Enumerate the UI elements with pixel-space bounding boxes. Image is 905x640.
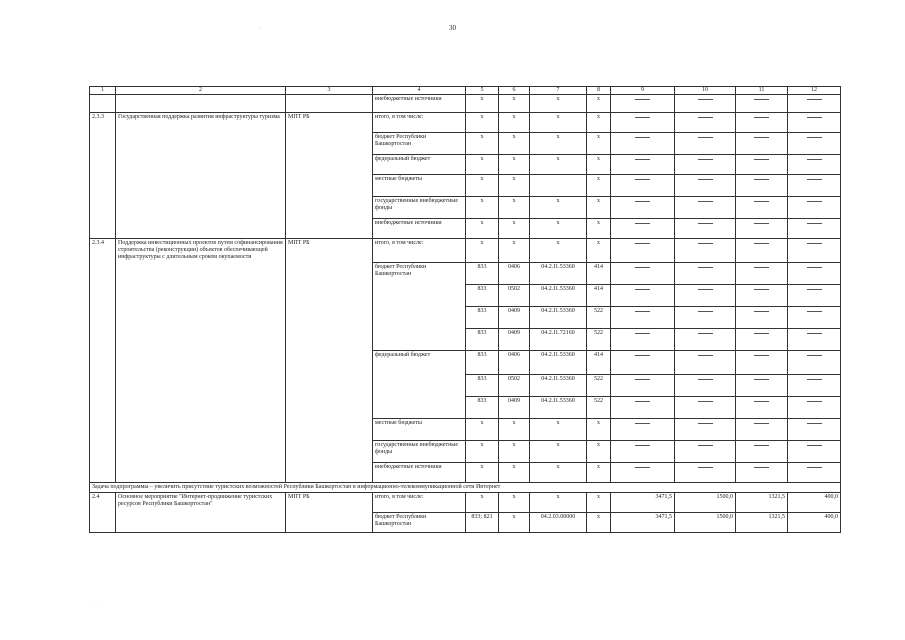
code-target: 04.2.I1.72160 — [530, 329, 587, 351]
code-section: x — [499, 133, 530, 155]
dash-mark — [698, 355, 713, 356]
dash-mark — [754, 355, 769, 356]
dash-mark — [754, 99, 769, 100]
dash-mark — [698, 423, 713, 424]
code-target: 04.2.03.00000 — [530, 513, 587, 533]
dash-mark — [807, 379, 822, 380]
empty-value-dash — [736, 113, 788, 133]
funding-source: государственные внебюджетные фонды — [373, 441, 466, 463]
code-expense-type: 522 — [587, 329, 611, 351]
empty-value-dash — [736, 329, 788, 351]
code-grbs: x — [466, 155, 499, 175]
empty-value-dash — [736, 95, 788, 113]
empty-value-dash — [736, 263, 788, 285]
code-expense-type: 414 — [587, 351, 611, 375]
dash-mark — [807, 137, 822, 138]
dash-mark — [754, 223, 769, 224]
funding-source: внебюджетные источники — [373, 219, 466, 239]
dash-mark — [698, 223, 713, 224]
code-expense-type: x — [587, 113, 611, 133]
funding-source: федеральный бюджет — [373, 155, 466, 175]
empty-value-dash — [675, 263, 736, 285]
column-number: 1 — [90, 87, 116, 95]
budget-table-sheet — [89, 86, 840, 573]
funding-source: внебюджетные источники — [373, 95, 466, 113]
amount-year-3: 400,0 — [788, 513, 841, 533]
item-name — [116, 95, 286, 113]
empty-value-dash — [611, 397, 675, 419]
code-grbs: 833 — [466, 263, 499, 285]
dash-mark — [698, 117, 713, 118]
empty-value-dash — [675, 375, 736, 397]
item-number — [90, 95, 116, 113]
dash-mark — [807, 201, 822, 202]
code-target: 04.2.I1.53360 — [530, 263, 587, 285]
code-target: x — [530, 441, 587, 463]
code-target: 04.2.I1.53360 — [530, 375, 587, 397]
code-section: x — [499, 197, 530, 219]
dash-mark — [635, 401, 650, 402]
code-grbs: x — [466, 239, 499, 263]
empty-value-dash — [788, 133, 841, 155]
empty-value-dash — [611, 463, 675, 483]
item-number: 2.3.3 — [90, 113, 116, 239]
code-grbs: 833 — [466, 375, 499, 397]
empty-value-dash — [611, 419, 675, 441]
code-target — [530, 175, 587, 197]
dash-mark — [698, 99, 713, 100]
empty-value-dash — [675, 463, 736, 483]
page-number: 30 — [449, 24, 456, 32]
code-grbs: x — [466, 219, 499, 239]
column-number: 6 — [499, 87, 530, 95]
empty-value-dash — [675, 197, 736, 219]
code-grbs: 833 — [466, 397, 499, 419]
dash-mark — [754, 137, 769, 138]
empty-value-dash — [675, 285, 736, 307]
empty-value-dash — [736, 351, 788, 375]
dash-mark — [635, 311, 650, 312]
code-section: 0409 — [499, 397, 530, 419]
empty-value-dash — [675, 113, 736, 133]
column-number: 2 — [116, 87, 286, 95]
code-expense-type: x — [587, 463, 611, 483]
code-section: 0406 — [499, 263, 530, 285]
dash-mark — [807, 467, 822, 468]
code-target: x — [530, 493, 587, 513]
dash-mark — [635, 99, 650, 100]
amount-total: 3471,5 — [611, 493, 675, 513]
column-number: 7 — [530, 87, 587, 95]
funding-source: местные бюджеты — [373, 419, 466, 441]
dash-mark — [807, 267, 822, 268]
empty-value-dash — [736, 307, 788, 329]
code-expense-type: x — [587, 493, 611, 513]
empty-value-dash — [611, 263, 675, 285]
dash-mark — [754, 159, 769, 160]
dash-mark — [635, 159, 650, 160]
table-row — [90, 239, 841, 263]
item-number: 2.4 — [90, 493, 116, 533]
code-expense-type: x — [587, 441, 611, 463]
dash-mark — [698, 401, 713, 402]
code-grbs: x — [466, 175, 499, 197]
amount-year-1: 1500,0 — [675, 493, 736, 513]
empty-value-dash — [611, 113, 675, 133]
empty-value-dash — [611, 375, 675, 397]
dash-mark — [754, 289, 769, 290]
table-row — [90, 95, 841, 113]
empty-value-dash — [736, 239, 788, 263]
code-expense-type: x — [587, 175, 611, 197]
empty-value-dash — [611, 307, 675, 329]
code-expense-type: x — [587, 219, 611, 239]
empty-value-dash — [611, 175, 675, 197]
empty-value-dash — [611, 219, 675, 239]
code-grbs: 833; 821 — [466, 513, 499, 533]
code-section: x — [499, 95, 530, 113]
dash-mark — [635, 137, 650, 138]
empty-value-dash — [788, 263, 841, 285]
dash-mark — [635, 333, 650, 334]
code-expense-type: x — [587, 419, 611, 441]
empty-value-dash — [675, 155, 736, 175]
code-target: x — [530, 219, 587, 239]
code-target: x — [530, 239, 587, 263]
code-section: x — [499, 239, 530, 263]
code-section: x — [499, 113, 530, 133]
amount-total: 3471,5 — [611, 513, 675, 533]
code-target: x — [530, 197, 587, 219]
empty-value-dash — [788, 463, 841, 483]
empty-value-dash — [788, 239, 841, 263]
code-grbs: x — [466, 463, 499, 483]
dash-mark — [807, 99, 822, 100]
dash-mark — [754, 179, 769, 180]
empty-value-dash — [788, 197, 841, 219]
subprogram-task: Задача подпрограммы – увеличить присутствие туристских возможностей Республики Башкортостан в информационно-телекоммуникационной сети Интернет — [90, 483, 841, 493]
amount-year-2: 1321,5 — [736, 493, 788, 513]
table-row — [90, 113, 841, 133]
code-section: x — [499, 441, 530, 463]
empty-value-dash — [675, 239, 736, 263]
dash-mark — [698, 379, 713, 380]
empty-value-dash — [788, 351, 841, 375]
column-number: 3 — [286, 87, 373, 95]
empty-value-dash — [788, 219, 841, 239]
amount-year-2: 1321,5 — [736, 513, 788, 533]
code-expense-type: x — [587, 133, 611, 155]
empty-value-dash — [611, 197, 675, 219]
dash-mark — [635, 201, 650, 202]
dash-mark — [807, 445, 822, 446]
funding-source: итого, в том числе: — [373, 493, 466, 513]
dash-mark — [807, 401, 822, 402]
code-target: x — [530, 463, 587, 483]
empty-value-dash — [736, 463, 788, 483]
code-expense-type: 522 — [587, 307, 611, 329]
empty-value-dash — [736, 155, 788, 175]
item-name: Основное мероприятие "Интернет-продвижение туристских ресурсов Республики Башкортостан" — [116, 493, 286, 533]
empty-value-dash — [611, 441, 675, 463]
code-grbs: x — [466, 493, 499, 513]
empty-value-dash — [788, 375, 841, 397]
empty-value-dash — [736, 441, 788, 463]
empty-value-dash — [611, 155, 675, 175]
dash-mark — [635, 467, 650, 468]
code-section: x — [499, 493, 530, 513]
dash-mark — [698, 267, 713, 268]
funding-source: местные бюджеты — [373, 175, 466, 197]
empty-value-dash — [788, 175, 841, 197]
column-number: 8 — [587, 87, 611, 95]
code-target: x — [530, 95, 587, 113]
dash-mark — [635, 179, 650, 180]
code-section: x — [499, 419, 530, 441]
empty-value-dash — [736, 375, 788, 397]
dash-mark — [754, 333, 769, 334]
code-grbs: x — [466, 419, 499, 441]
item-number: 2.3.4 — [90, 239, 116, 483]
dash-mark — [807, 333, 822, 334]
empty-value-dash — [788, 397, 841, 419]
dash-mark — [635, 379, 650, 380]
budget-table — [89, 86, 841, 533]
empty-value-dash — [675, 219, 736, 239]
dash-mark — [635, 267, 650, 268]
dash-mark — [807, 355, 822, 356]
dash-mark — [754, 311, 769, 312]
empty-value-dash — [788, 307, 841, 329]
dash-mark — [807, 311, 822, 312]
funding-source: итого, в том числе: — [373, 113, 466, 133]
code-grbs: 833 — [466, 307, 499, 329]
dash-mark — [698, 137, 713, 138]
dash-mark — [698, 333, 713, 334]
funding-source: итого, в том числе: — [373, 239, 466, 263]
dash-mark — [698, 311, 713, 312]
code-section: x — [499, 155, 530, 175]
code-grbs: x — [466, 197, 499, 219]
empty-value-dash — [788, 285, 841, 307]
funding-source: внебюджетные источники — [373, 463, 466, 483]
code-section: 0502 — [499, 285, 530, 307]
code-section: 0406 — [499, 351, 530, 375]
scan-speck: · — [258, 26, 260, 32]
dash-mark — [807, 289, 822, 290]
code-grbs: 833 — [466, 351, 499, 375]
dash-mark — [698, 243, 713, 244]
empty-value-dash — [736, 397, 788, 419]
dash-mark — [754, 423, 769, 424]
code-expense-type: 414 — [587, 263, 611, 285]
column-number: 9 — [611, 87, 675, 95]
empty-value-dash — [736, 219, 788, 239]
dash-mark — [754, 467, 769, 468]
empty-value-dash — [675, 95, 736, 113]
empty-value-dash — [788, 155, 841, 175]
empty-value-dash — [611, 239, 675, 263]
empty-value-dash — [675, 419, 736, 441]
dash-mark — [635, 355, 650, 356]
table-body — [90, 87, 841, 533]
empty-value-dash — [736, 419, 788, 441]
empty-value-dash — [788, 113, 841, 133]
dash-mark — [754, 379, 769, 380]
empty-value-dash — [675, 133, 736, 155]
empty-value-dash — [675, 441, 736, 463]
dash-mark — [635, 243, 650, 244]
empty-value-dash — [675, 329, 736, 351]
code-section: x — [499, 175, 530, 197]
responsible: МПТ РБ — [286, 493, 373, 533]
code-grbs: 833 — [466, 329, 499, 351]
dash-mark — [754, 401, 769, 402]
code-target: 04.2.I1.53360 — [530, 307, 587, 329]
code-target: x — [530, 133, 587, 155]
empty-value-dash — [675, 351, 736, 375]
code-section: x — [499, 219, 530, 239]
dash-mark — [635, 223, 650, 224]
scan-speck: · — [95, 600, 97, 606]
code-target: 04.2.I1.53360 — [530, 397, 587, 419]
empty-value-dash — [788, 419, 841, 441]
dash-mark — [807, 423, 822, 424]
dash-mark — [807, 179, 822, 180]
amount-year-3: 400,0 — [788, 493, 841, 513]
funding-source: бюджет Республики Башкортостан — [373, 513, 466, 533]
dash-mark — [635, 289, 650, 290]
code-expense-type: x — [587, 239, 611, 263]
column-number: 10 — [675, 87, 736, 95]
empty-value-dash — [736, 175, 788, 197]
code-expense-type: 522 — [587, 375, 611, 397]
column-number: 11 — [736, 87, 788, 95]
code-expense-type: x — [587, 95, 611, 113]
code-section: 0409 — [499, 307, 530, 329]
dash-mark — [807, 159, 822, 160]
empty-value-dash — [675, 175, 736, 197]
empty-value-dash — [611, 351, 675, 375]
code-grbs: x — [466, 441, 499, 463]
table-row — [90, 493, 841, 513]
empty-value-dash — [788, 329, 841, 351]
task-row — [90, 483, 841, 493]
code-target: x — [530, 419, 587, 441]
empty-value-dash — [736, 197, 788, 219]
code-target: 04.2.I1.53360 — [530, 351, 587, 375]
dash-mark — [698, 159, 713, 160]
code-expense-type: x — [587, 155, 611, 175]
empty-value-dash — [675, 397, 736, 419]
code-expense-type: 522 — [587, 397, 611, 419]
header-row — [90, 87, 841, 95]
item-name: Государственная поддержка развития инфраструктуры туризма — [116, 113, 286, 239]
column-number: 4 — [373, 87, 466, 95]
code-section: x — [499, 513, 530, 533]
code-grbs: x — [466, 133, 499, 155]
responsible — [286, 95, 373, 113]
code-section: 0502 — [499, 375, 530, 397]
dash-mark — [698, 467, 713, 468]
dash-mark — [635, 445, 650, 446]
code-target: x — [530, 155, 587, 175]
code-grbs: x — [466, 95, 499, 113]
responsible: МПТ РБ — [286, 239, 373, 483]
dash-mark — [807, 243, 822, 244]
empty-value-dash — [675, 307, 736, 329]
funding-source: бюджет Республики Башкортостан — [373, 263, 466, 351]
dash-mark — [754, 445, 769, 446]
code-section: 0409 — [499, 329, 530, 351]
dash-mark — [807, 117, 822, 118]
code-expense-type: 414 — [587, 285, 611, 307]
dash-mark — [635, 117, 650, 118]
funding-source: бюджет Республики Башкортостан — [373, 133, 466, 155]
empty-value-dash — [611, 285, 675, 307]
code-grbs: 833 — [466, 285, 499, 307]
dash-mark — [807, 223, 822, 224]
dash-mark — [698, 289, 713, 290]
empty-value-dash — [611, 133, 675, 155]
column-number: 5 — [466, 87, 499, 95]
empty-value-dash — [788, 441, 841, 463]
dash-mark — [754, 243, 769, 244]
column-number: 12 — [788, 87, 841, 95]
funding-source: федеральный бюджет — [373, 351, 466, 419]
amount-year-1: 1500,0 — [675, 513, 736, 533]
responsible: МПТ РБ — [286, 113, 373, 239]
code-target: 04.2.I1.53360 — [530, 285, 587, 307]
empty-value-dash — [611, 95, 675, 113]
funding-source: государственные внебюджетные фонды — [373, 197, 466, 219]
empty-value-dash — [736, 285, 788, 307]
code-section: x — [499, 463, 530, 483]
empty-value-dash — [611, 329, 675, 351]
dash-mark — [635, 423, 650, 424]
code-grbs: x — [466, 113, 499, 133]
item-name: Поддержка инвестиционных проектов путем софинансирования строительства (реконструкции) объектов обеспечивающей инфраструктуры с длительным сроком окупаемости — [116, 239, 286, 483]
empty-value-dash — [736, 133, 788, 155]
code-expense-type: x — [587, 513, 611, 533]
code-expense-type: x — [587, 197, 611, 219]
code-target: x — [530, 113, 587, 133]
dash-mark — [754, 117, 769, 118]
dash-mark — [698, 201, 713, 202]
dash-mark — [754, 201, 769, 202]
dash-mark — [698, 445, 713, 446]
dash-mark — [754, 267, 769, 268]
dash-mark — [698, 179, 713, 180]
empty-value-dash — [788, 95, 841, 113]
